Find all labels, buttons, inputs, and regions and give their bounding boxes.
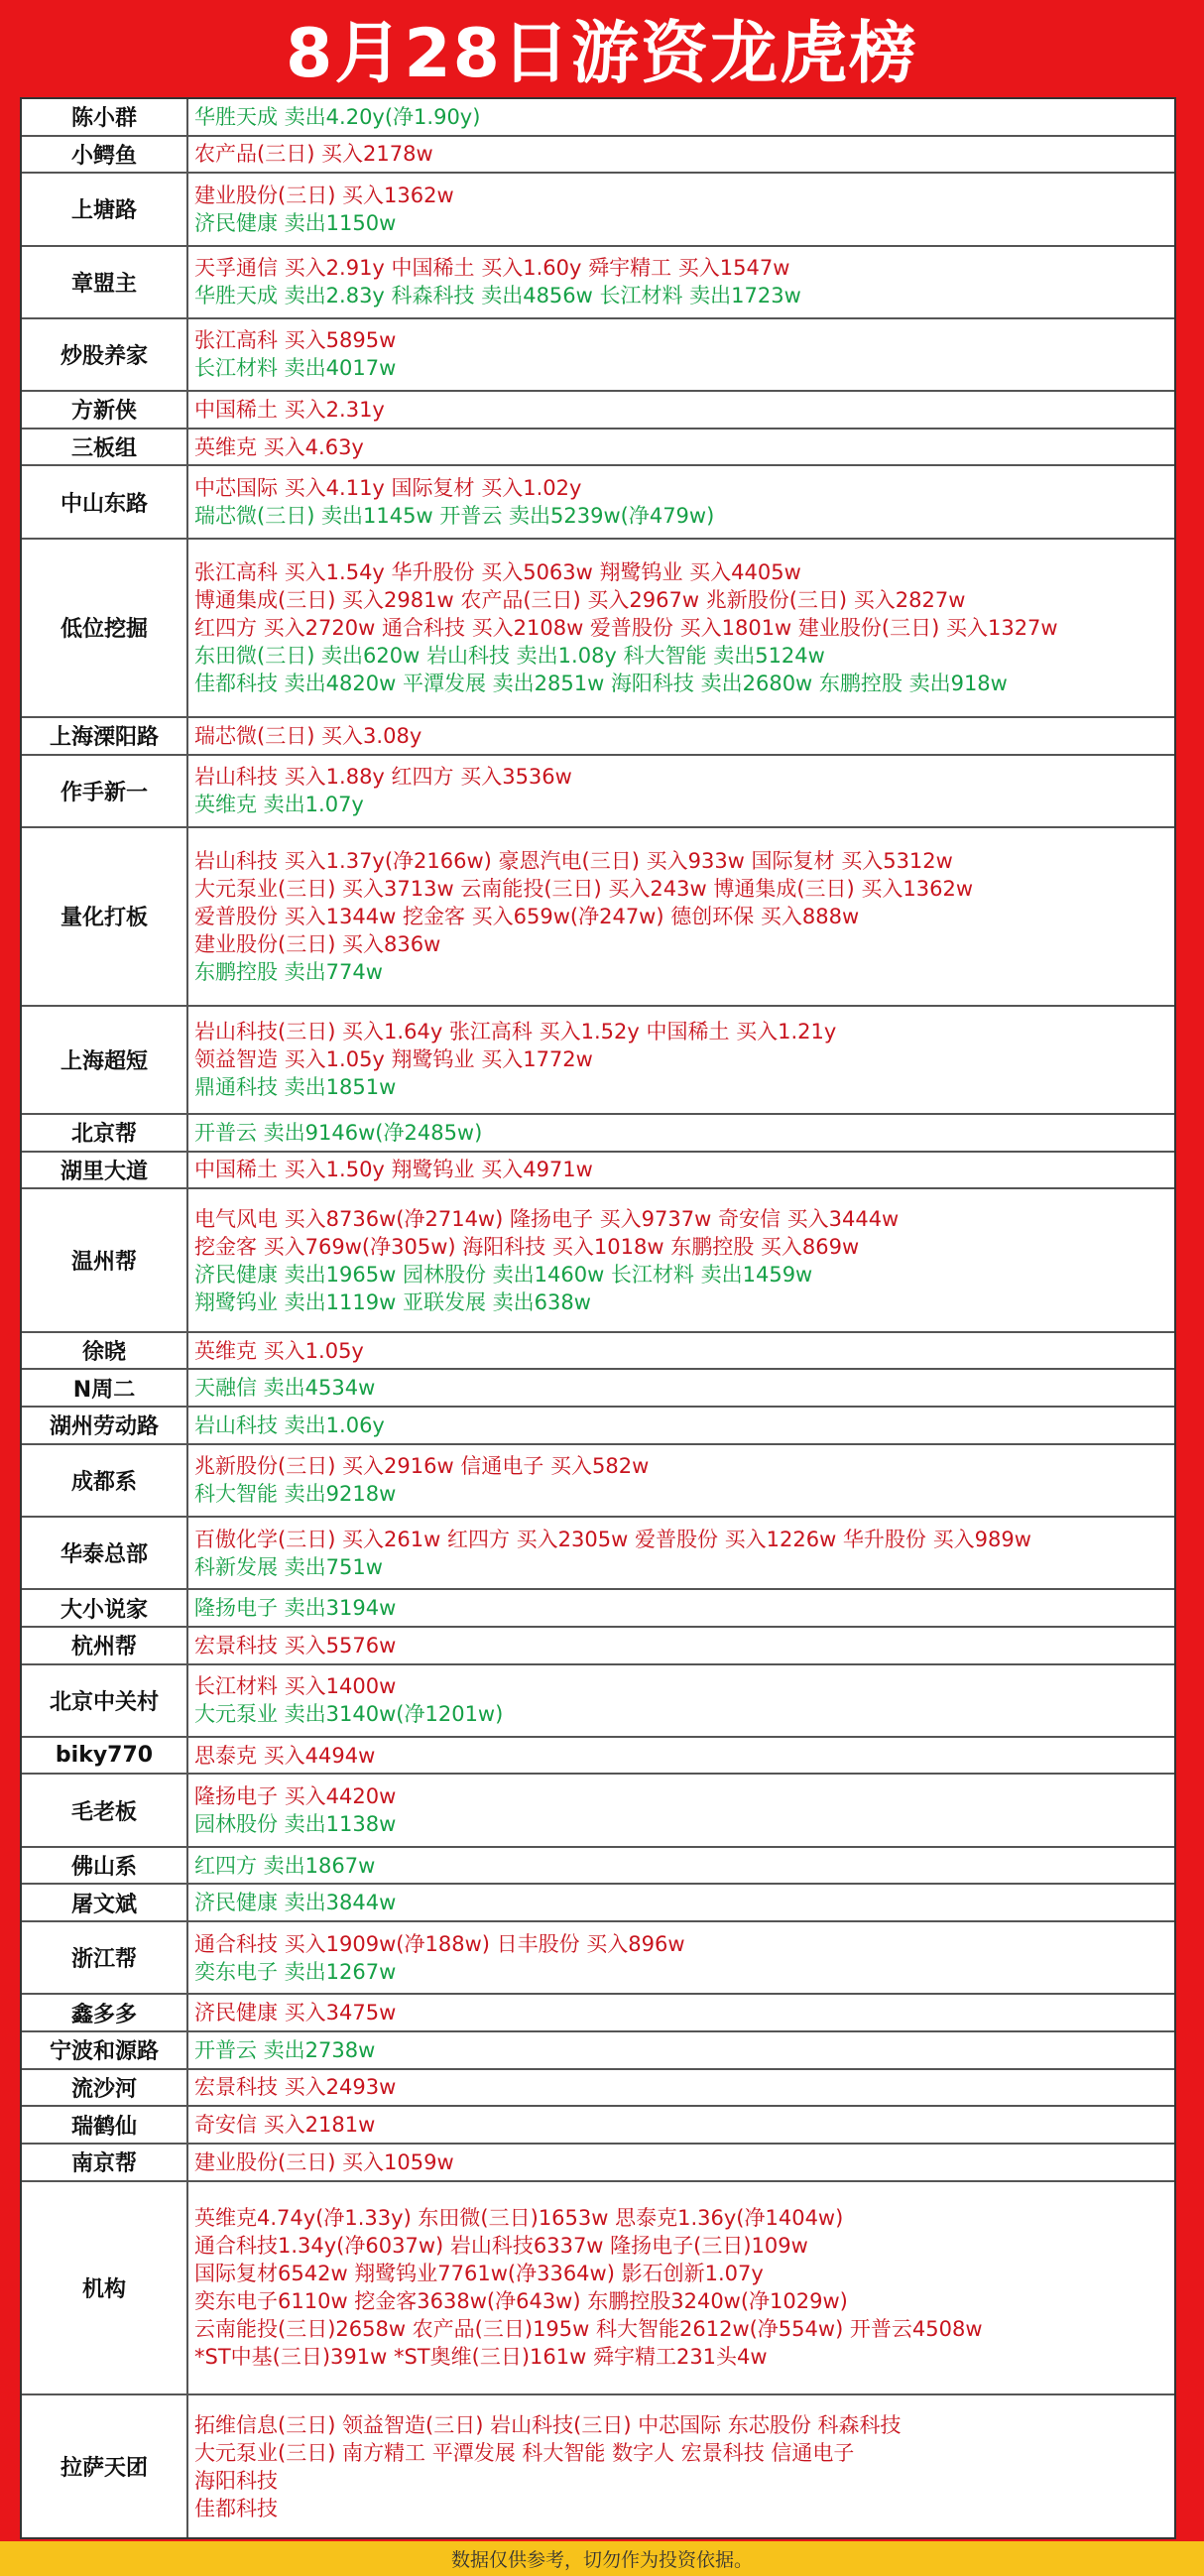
table-row	[22, 1848, 1174, 1886]
buy-entry: 张江高科 买入1.54y 华升股份 买入5063w 翔鹭钨业 买入4405w	[194, 559, 801, 584]
trade-list	[188, 466, 1174, 537]
table-row	[22, 174, 1174, 246]
trade-list	[188, 319, 1174, 390]
table-row	[22, 828, 1174, 1007]
trader-name: 屠文斌	[22, 1885, 188, 1920]
sell-entry: 天融信 卖出4534w	[194, 1376, 376, 1401]
buy-entry: 建业股份(三日) 买入1362w	[194, 183, 454, 207]
trade-list	[188, 1408, 1174, 1443]
trade-list	[188, 1333, 1174, 1369]
buy-entry: 天孚通信 买入2.91y 中国稀土 买入1.60y 舜宇精工 买入1547w	[194, 256, 790, 281]
buy-entry: 爱普股份 买入1344w 挖金客 买入659w(净247w) 德创环保 买入888w	[194, 904, 860, 928]
buy-entry: 农产品(三日) 买入2178w	[194, 142, 433, 167]
trader-name: 小鳄鱼	[22, 137, 188, 173]
buy-entry: 英维克 买入4.63y	[194, 434, 364, 459]
table-row	[22, 2145, 1174, 2182]
sell-entry: 园林股份 卖出1138w	[194, 1812, 397, 1837]
sell-entry: 开普云 卖出2738w	[194, 2037, 376, 2062]
trade-list	[188, 2107, 1174, 2143]
trader-name: 上塘路	[22, 174, 188, 244]
trade-list	[188, 1007, 1174, 1113]
sell-entry: 华胜天成 卖出2.83y 科森科技 卖出4856w 长江材料 卖出1723w	[194, 284, 801, 308]
buy-entry: 博通集成(三日) 买入2981w 农产品(三日) 买入2967w 兆新股份(三日) 买入2827w	[194, 587, 966, 612]
buy-entry: 英维克4.74y(净1.33y) 东田微(三日)1653w 思泰克1.36y(净1404w)	[194, 2206, 844, 2231]
trader-name: 作手新一	[22, 756, 188, 826]
table-row	[22, 1370, 1174, 1408]
trader-name: 南京帮	[22, 2145, 188, 2180]
trade-list	[188, 1738, 1174, 1774]
table-row	[22, 1153, 1174, 1190]
buy-entry: 岩山科技(三日) 买入1.64y 张江高科 买入1.52y 中国稀土 买入1.21y	[194, 1020, 837, 1044]
table-row	[22, 247, 1174, 319]
trade-list	[188, 1922, 1174, 1993]
sell-entry: 开普云 卖出9146w(净2485w)	[194, 1120, 483, 1145]
table-row	[22, 1518, 1174, 1590]
table-row	[22, 540, 1174, 718]
page-title: 8月28日游资龙虎榜	[286, 14, 918, 93]
sell-entry: 科大智能 卖出9218w	[194, 1482, 397, 1507]
table-row	[22, 1665, 1174, 1738]
trader-name: 毛老板	[22, 1775, 188, 1845]
trade-list	[188, 2395, 1174, 2537]
buy-entry: 隆扬电子 买入4420w	[194, 1784, 397, 1809]
buy-entry: 大元泵业(三日) 买入3713w 云南能投(三日) 买入243w 博通集成(三日) 买入1362w	[194, 876, 974, 901]
trade-list	[188, 1370, 1174, 1406]
trade-list	[188, 2032, 1174, 2068]
trade-list	[188, 429, 1174, 465]
buy-entry: 宏景科技 买入2493w	[194, 2075, 397, 2100]
table-row	[22, 1775, 1174, 1847]
trade-list	[188, 1445, 1174, 1516]
buy-entry: 挖金客 买入769w(净305w) 海阳科技 买入1018w 东鹏控股 买入869w	[194, 1234, 860, 1259]
trader-name: 成都系	[22, 1445, 188, 1516]
trade-list	[188, 718, 1174, 754]
table-row	[22, 1445, 1174, 1518]
buy-entry: 建业股份(三日) 买入1059w	[194, 2149, 454, 2174]
table-row	[22, 429, 1174, 467]
trader-name: 流沙河	[22, 2070, 188, 2106]
buy-entry: 张江高科 买入5895w	[194, 328, 397, 353]
sell-entry: 东鹏控股 卖出774w	[194, 959, 383, 984]
trader-name: 大小说家	[22, 1590, 188, 1626]
trade-list	[188, 392, 1174, 428]
buy-entry: 思泰克 买入4494w	[194, 1743, 376, 1768]
trader-name: 佛山系	[22, 1848, 188, 1884]
sell-entry: 翔鹭钨业 卖出1119w 亚联发展 卖出638w	[194, 1289, 591, 1314]
trade-list	[188, 99, 1174, 135]
table-row	[22, 1628, 1174, 1665]
trade-list	[188, 174, 1174, 244]
trader-name: 瑞鹤仙	[22, 2107, 188, 2143]
trade-list	[188, 137, 1174, 173]
trade-list	[188, 1153, 1174, 1188]
sell-entry: 佳都科技 卖出4820w 平潭发展 卖出2851w 海阳科技 卖出2680w 东鹏控股 卖出918w	[194, 671, 1008, 695]
trade-list	[188, 1590, 1174, 1626]
trader-name: biky770	[22, 1738, 188, 1774]
trade-list	[188, 2145, 1174, 2180]
table-row	[22, 1922, 1174, 1995]
table-row	[22, 1590, 1174, 1628]
table-row	[22, 1189, 1174, 1333]
trader-name: 鑫多多	[22, 1995, 188, 2030]
table-row	[22, 718, 1174, 756]
buy-entry: 奕东电子6110w 挖金客3638w(净643w) 东鹏控股3240w(净1029w)	[194, 2289, 848, 2314]
trader-name: 炒股养家	[22, 319, 188, 390]
trade-list	[188, 1189, 1174, 1331]
buy-entry: 中国稀土 买入1.50y 翔鹭钨业 买入4971w	[194, 1158, 593, 1182]
sell-entry: 瑞芯微(三日) 卖出1145w 开普云 卖出5239w(净479w)	[194, 504, 715, 529]
buy-entry: 奇安信 买入2181w	[194, 2113, 376, 2138]
trader-name: 章盟主	[22, 247, 188, 317]
sell-entry: 隆扬电子 卖出3194w	[194, 1596, 397, 1621]
buy-entry: 云南能投(三日)2658w 农产品(三日)195w 科大智能2612w(净554w) 开普云4508w	[194, 2317, 983, 2342]
trader-name: 温州帮	[22, 1189, 188, 1331]
trader-name: 浙江帮	[22, 1922, 188, 1993]
trader-name: 华泰总部	[22, 1518, 188, 1588]
trade-list	[188, 1995, 1174, 2030]
sell-entry: 科新发展 卖出751w	[194, 1554, 383, 1579]
table-row	[22, 1885, 1174, 1922]
trader-name: 宁波和源路	[22, 2032, 188, 2068]
buy-entry: 中国稀土 买入2.31y	[194, 397, 385, 422]
sell-entry: 济民健康 卖出3844w	[194, 1891, 397, 1915]
table-row	[22, 466, 1174, 539]
trade-list	[188, 1518, 1174, 1588]
trade-list	[188, 756, 1174, 826]
buy-entry: 佳都科技	[194, 2496, 278, 2520]
trader-name: 北京帮	[22, 1115, 188, 1151]
sell-entry: 英维克 卖出1.07y	[194, 793, 364, 817]
buy-entry: 拓维信息(三日) 领益智造(三日) 岩山科技(三日) 中芯国际 东芯股份 科森科技	[194, 2412, 902, 2437]
buy-entry: 国际复材6542w 翔鹭钨业7761w(净3364w) 影石创新1.07y	[194, 2262, 764, 2286]
table-row	[22, 2395, 1174, 2537]
trader-name: 量化打板	[22, 828, 188, 1005]
table-row	[22, 2107, 1174, 2145]
table-row	[22, 1738, 1174, 1776]
trader-name: 拉萨天团	[22, 2395, 188, 2537]
buy-entry: 岩山科技 买入1.88y 红四方 买入3536w	[194, 765, 572, 790]
trader-name: 方新侠	[22, 392, 188, 428]
table-row	[22, 137, 1174, 175]
table-row	[22, 2182, 1174, 2396]
buy-entry: 瑞芯微(三日) 买入3.08y	[194, 723, 422, 748]
buy-entry: 兆新股份(三日) 买入2916w 信通电子 买入582w	[194, 1454, 650, 1479]
sell-entry: 鼎通科技 卖出1851w	[194, 1075, 397, 1100]
sell-entry: 红四方 卖出1867w	[194, 1853, 376, 1878]
buy-entry: 岩山科技 买入1.37y(净2166w) 豪恩汽电(三日) 买入933w 国际复材 买入5312w	[194, 848, 953, 873]
buy-entry: 济民健康 买入3475w	[194, 2001, 397, 2025]
table-row	[22, 319, 1174, 392]
buy-entry: 中芯国际 买入4.11y 国际复材 买入1.02y	[194, 476, 582, 501]
buy-entry: 英维克 买入1.05y	[194, 1338, 364, 1363]
sell-entry: 长江材料 卖出4017w	[194, 356, 397, 381]
buy-entry: 百傲化学(三日) 买入261w 红四方 买入2305w 爱普股份 买入1226w 华升股份 买入989w	[194, 1527, 1031, 1551]
disclaimer: 数据仅供参考，切勿作为投资依据。	[0, 2541, 1204, 2576]
trader-name: 湖州劳动路	[22, 1408, 188, 1443]
trade-list	[188, 1775, 1174, 1845]
trader-name: 陈小群	[22, 99, 188, 135]
trade-list	[188, 2070, 1174, 2106]
trade-list	[188, 2182, 1174, 2394]
trade-list	[188, 828, 1174, 1005]
table-row	[22, 1333, 1174, 1371]
buy-entry: 海阳科技	[194, 2468, 278, 2493]
buy-entry: 宏景科技 买入5576w	[194, 1633, 397, 1657]
trader-name: 徐晓	[22, 1333, 188, 1369]
trader-name: N周二	[22, 1370, 188, 1406]
sell-entry: 济民健康 卖出1150w	[194, 210, 397, 235]
table-row	[22, 2070, 1174, 2108]
table-row	[22, 392, 1174, 429]
buy-entry: *ST中基(三日)391w *ST奥维(三日)161w 舜宇精工231头4w	[194, 2345, 768, 2370]
trader-name: 上海溧阳路	[22, 718, 188, 754]
trader-name: 中山东路	[22, 466, 188, 537]
ranking-table	[20, 97, 1176, 2539]
trade-list	[188, 1885, 1174, 1920]
table-row	[22, 2032, 1174, 2070]
trader-name: 三板组	[22, 429, 188, 465]
sell-entry: 奕东电子 卖出1267w	[194, 1959, 397, 1984]
buy-entry: 通合科技1.34y(净6037w) 岩山科技6337w 隆扬电子(三日)109w	[194, 2234, 808, 2259]
sell-entry: 大元泵业 卖出3140w(净1201w)	[194, 1702, 504, 1727]
sell-entry: 东田微(三日) 卖出620w 岩山科技 卖出1.08y 科大智能 卖出5124w	[194, 643, 825, 668]
table-row	[22, 1115, 1174, 1153]
sell-entry: 岩山科技 卖出1.06y	[194, 1412, 385, 1437]
buy-entry: 红四方 买入2720w 通合科技 买入2108w 爱普股份 买入1801w 建业股份(三日) 买入1327w	[194, 615, 1058, 640]
trader-name: 杭州帮	[22, 1628, 188, 1663]
sell-entry: 济民健康 卖出1965w 园林股份 卖出1460w 长江材料 卖出1459w	[194, 1262, 813, 1287]
table-row	[22, 1007, 1174, 1115]
table-row	[22, 756, 1174, 828]
buy-entry: 电气风电 买入8736w(净2714w) 隆扬电子 买入9737w 奇安信 买入3444w	[194, 1206, 900, 1231]
sell-entry: 华胜天成 卖出4.20y(净1.90y)	[194, 104, 481, 129]
buy-entry: 领益智造 买入1.05y 翔鹭钨业 买入1772w	[194, 1047, 593, 1072]
trade-list	[188, 247, 1174, 317]
buy-entry: 建业股份(三日) 买入836w	[194, 931, 441, 956]
trader-name: 上海超短	[22, 1007, 188, 1113]
buy-entry: 长江材料 买入1400w	[194, 1674, 397, 1699]
trader-name: 北京中关村	[22, 1665, 188, 1736]
trade-list	[188, 1628, 1174, 1663]
buy-entry: 通合科技 买入1909w(净188w) 日丰股份 买入896w	[194, 1931, 685, 1956]
table-row	[22, 1408, 1174, 1445]
table-row	[22, 1995, 1174, 2032]
table-row	[22, 99, 1174, 137]
trade-list	[188, 1115, 1174, 1151]
trade-list	[188, 1848, 1174, 1884]
trade-list	[188, 540, 1174, 716]
trader-name: 低位挖掘	[22, 540, 188, 716]
trader-name: 湖里大道	[22, 1153, 188, 1188]
buy-entry: 大元泵业(三日) 南方精工 平潭发展 科大智能 数字人 宏景科技 信通电子	[194, 2440, 855, 2465]
trade-list	[188, 1665, 1174, 1736]
trader-name: 机构	[22, 2182, 188, 2394]
